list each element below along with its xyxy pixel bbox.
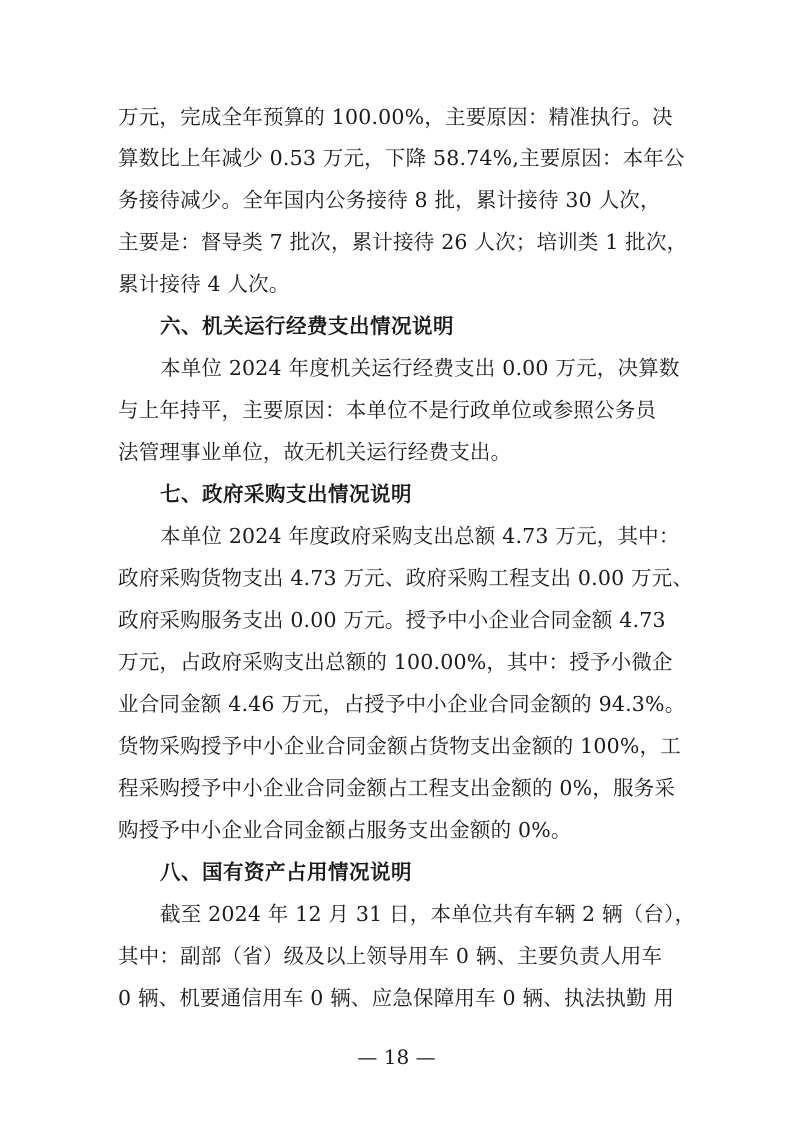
paragraph-line: 程采购授予中小企业合同金额占工程支出金额的 0%，服务采 [118, 776, 676, 800]
paragraph-line: 业合同金额 4.46 万元，占授予中小企业合同金额的 94.3%。 [118, 692, 686, 716]
paragraph-line: 购授予中小企业合同金额占服务支出金额的 0%。 [118, 818, 572, 842]
page-number: — 18 — [357, 1045, 436, 1069]
paragraph-line: 主要是：督导类 7 批次，累计接待 26 人次；培训类 1 批次， [118, 230, 688, 254]
paragraph-line: 法管理事业单位，故无机关运行经费支出。 [118, 440, 512, 464]
paragraph-line: 政府采购货物支出 4.73 万元、政府采购工程支出 0.00 万元、 [118, 566, 694, 590]
paragraph-line: 本单位 2024 年度机关运行经费支出 0.00 万元，决算数 [160, 356, 680, 380]
paragraph-line: 0 辆、机要通信用车 0 辆、应急保障用车 0 辆、执法执勤 用 [118, 986, 675, 1010]
paragraph-line: 万元，占政府采购支出总额的 100.00%，其中：授予小微企 [118, 650, 673, 674]
section-heading-8: 八、国有资产占用情况说明 [160, 860, 412, 884]
paragraph-line: 万元，完成全年预算的 100.00%，主要原因：精准执行。决 [118, 105, 673, 129]
section-heading-7: 七、政府采购支出情况说明 [160, 482, 412, 506]
paragraph-line: 本单位 2024 年度政府采购支出总额 4.73 万元，其中： [160, 524, 680, 548]
paragraph-line: 与上年持平，主要原因：本单位不是行政单位或参照公务员 [118, 398, 657, 422]
paragraph-line: 务接待减少。全年国内公务接待 8 批，累计接待 30 人次， [118, 188, 661, 212]
paragraph-line: 截至 2024 年 12 月 31 日，本单位共有车辆 2 辆（台）， [160, 902, 696, 926]
paragraph-line: 政府采购服务支出 0.00 万元。授予中小企业合同金额 4.73 [118, 608, 666, 632]
paragraph-line: 其中：副部（省）级及以上领导用车 0 辆、主要负责人用车 [118, 944, 663, 968]
paragraph-line: 累计接待 4 人次。 [118, 272, 290, 296]
section-heading-6: 六、机关运行经费支出情况说明 [160, 314, 454, 338]
paragraph-line: 货物采购授予中小企业合同金额占货物支出金额的 100%，工 [118, 734, 681, 758]
paragraph-line: 算数比上年减少 0.53 万元，下降 58.74%,主要原因：本年公 [118, 146, 685, 170]
